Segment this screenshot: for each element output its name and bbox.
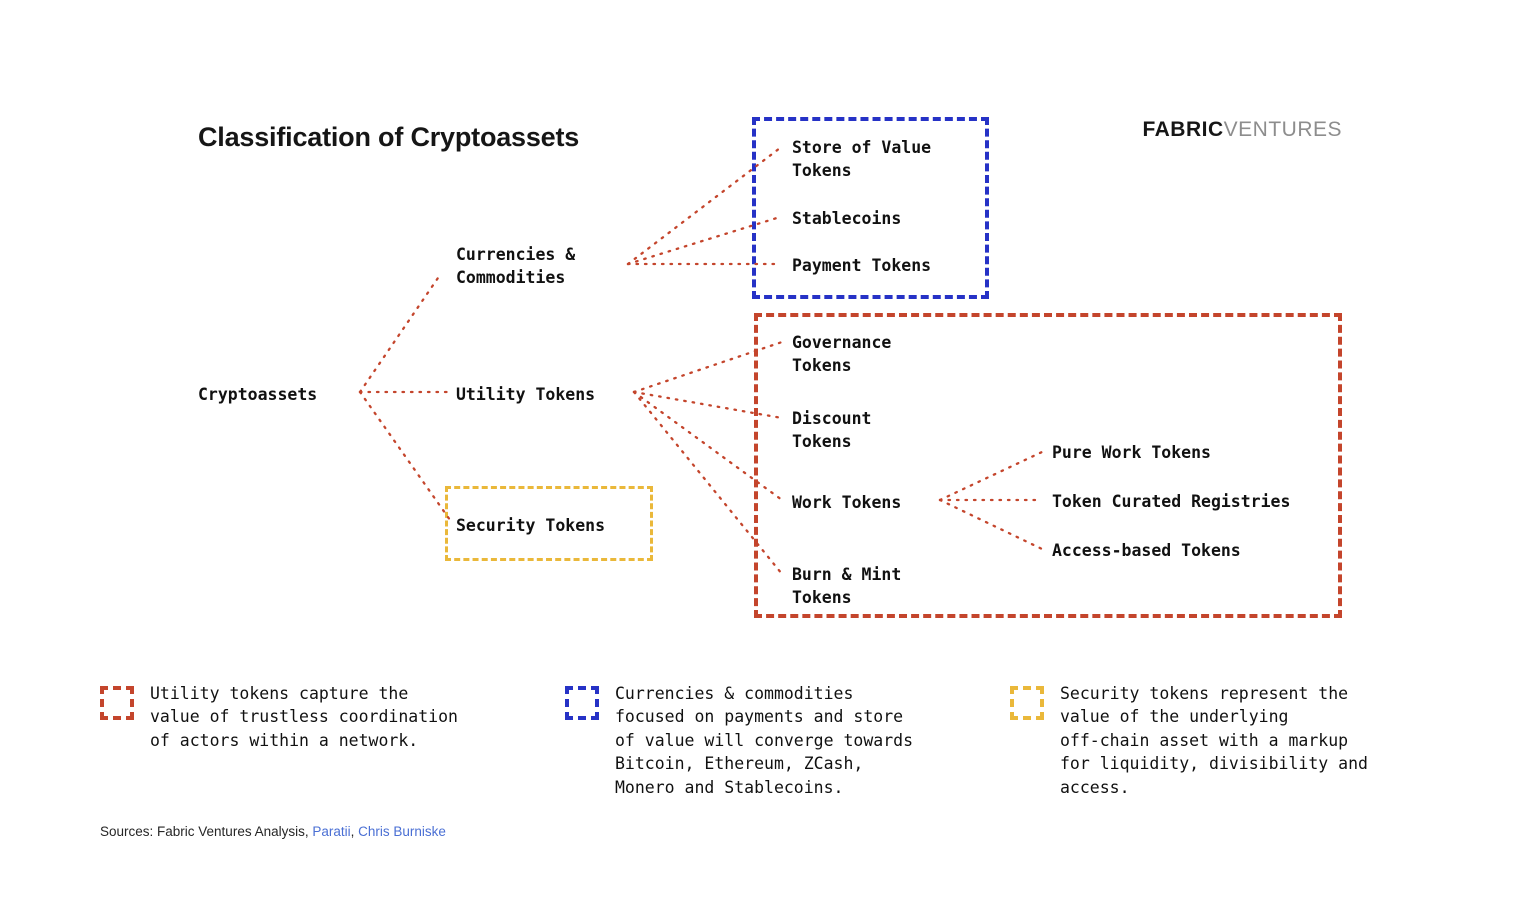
page-title: Classification of Cryptoassets [198,122,580,152]
legend-item-currencies [565,682,965,799]
legend-text-security: Security tokens represent the value of the underlying off-chain asset with a markup for liquidity, divisibility and access. [1060,684,1368,797]
legend-item-security [1010,682,1430,799]
brand-part-ventures: VENTURES [1223,118,1342,141]
node-store-of-value-tokens: Store of Value Tokens [792,138,932,181]
node-work-tokens: Work Tokens [792,493,902,512]
legend-text-utility: Utility tokens capture the value of trustless coordination of actors within a network. [150,684,458,750]
node-token-curated-registries: Token Curated Registries [1052,492,1291,511]
node-discount-tokens: Discount Tokens [792,409,872,452]
fabric-ventures-logo [1142,118,1342,142]
node-utility-tokens: Utility Tokens [456,385,596,404]
legend-text-currencies: Currencies & commodities focused on payments and store of value will converge towards Bitcoin, Ethereum, ZCash, Monero and Stablecoins. [615,684,914,797]
source-link-chris-burniske[interactable]: Chris Burniske [358,824,446,839]
sources-prefix: Sources: Fabric Ventures Analysis, [100,824,313,839]
node-security-tokens: Security Tokens [456,516,606,535]
node-stablecoins: Stablecoins [792,209,902,228]
yellow-dashed-swatch [1010,686,1044,720]
brand-part-fabric: FABRIC [1142,118,1224,141]
node-payment-tokens: Payment Tokens [792,256,932,275]
node-access-based-tokens: Access-based Tokens [1052,541,1241,560]
red-dashed-swatch [100,686,134,720]
node-governance-tokens: Governance Tokens [792,333,892,376]
sources-line [100,824,446,839]
node-cryptoassets: Cryptoassets [198,385,318,404]
node-currencies-commodities: Currencies & Commodities [456,245,576,288]
source-link-paratii[interactable]: Paratii [312,824,351,839]
sources-separator: , [350,824,359,839]
legend-item-utility [100,682,540,752]
blue-dashed-swatch [565,686,599,720]
node-pure-work-tokens: Pure Work Tokens [1052,443,1211,462]
node-burn-and-mint-tokens: Burn & Mint Tokens [792,565,902,608]
